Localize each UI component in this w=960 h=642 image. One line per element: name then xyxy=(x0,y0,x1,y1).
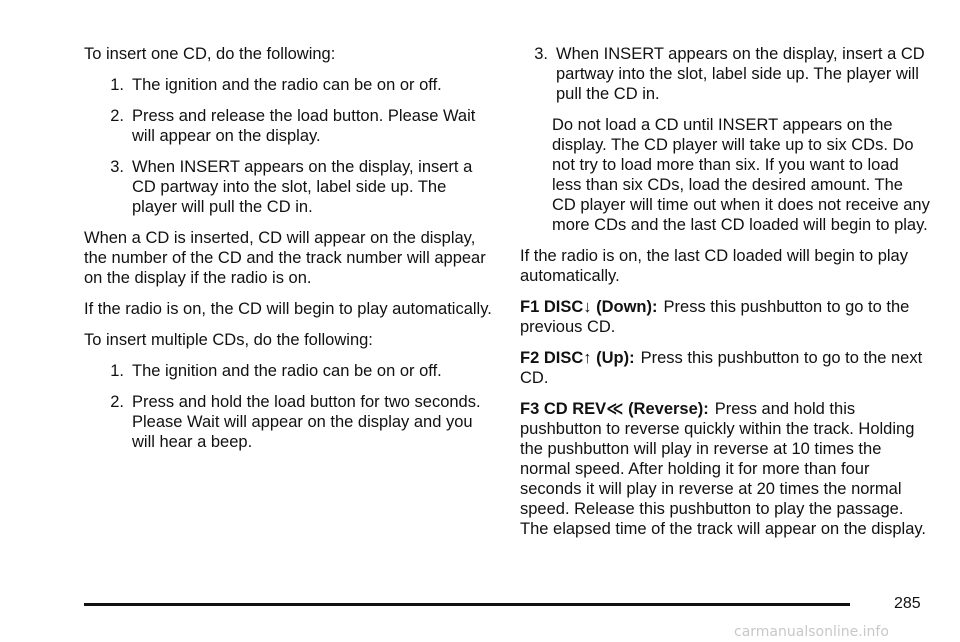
intro-insert-multiple: To insert multiple CDs, do the following: xyxy=(84,331,373,349)
arrow-up-icon: ↑ xyxy=(583,349,592,367)
f3-description: Press and hold this pushbutton to reverse quickly within the track. Holding the pushbutton will play in reverse at 10 times the normal speed. After holding it for more than four seconds it will play in reverse at 20 times the normal speed. Release this pushbutton to play the passage. The elapsed time of the track will appear on the display. xyxy=(520,400,926,538)
watermark-text: carmanualsonline.info xyxy=(734,624,889,640)
page-number: 285 xyxy=(894,595,921,612)
step-number: 2. xyxy=(110,107,124,125)
paragraph-cd-inserted: When a CD is inserted, CD will appear on the display, the number of the CD and the track number will appear on the display if the radio is on. xyxy=(84,229,486,287)
note-paragraph: Do not load a CD until INSERT appears on the display. The CD player will take up to six CDs. Do not try to load more than six. If you want to load less than six CDs, load the desired amount. The CD player will time out when it does not receive any more CDs and the last CD loaded will begin to play. xyxy=(552,116,930,234)
step-number: 1. xyxy=(110,362,124,380)
list-item xyxy=(96,106,494,146)
step-text: The ignition and the radio can be on or off. xyxy=(132,76,442,94)
left-column xyxy=(84,44,494,463)
list-item xyxy=(96,392,494,452)
list-item xyxy=(520,44,930,104)
f1-description: Press this pushbutton to go to the previous CD. xyxy=(520,298,910,336)
f1-disc-down-entry xyxy=(520,297,930,337)
arrow-down-icon: ↓ xyxy=(583,298,592,316)
list-item xyxy=(96,157,494,217)
list-item xyxy=(96,75,494,95)
step-text: Press and release the load button. Please Wait will appear on the display. xyxy=(132,107,476,145)
footer-rule xyxy=(84,603,850,606)
step-number: 3. xyxy=(534,45,548,63)
f2-disc-up-entry xyxy=(520,348,930,388)
f3-label: F3 CD REV≪ (Reverse): xyxy=(520,400,709,418)
intro-insert-one: To insert one CD, do the following: xyxy=(84,45,336,63)
f1-label: F1 DISC↓ (Down): xyxy=(520,298,658,316)
paragraph-last-cd: If the radio is on, the last CD loaded will begin to play automatically. xyxy=(520,247,908,285)
f2-description: Press this pushbutton to go to the next CD. xyxy=(520,349,923,387)
list-item xyxy=(96,361,494,381)
step-text: When INSERT appears on the display, insert a CD partway into the slot, label side up. The player will pull the CD in. xyxy=(556,45,925,103)
paragraph-radio-on: If the radio is on, the CD will begin to play automatically. xyxy=(84,300,492,318)
step-number: 3. xyxy=(110,158,124,176)
step-number: 1. xyxy=(110,76,124,94)
right-column xyxy=(520,44,930,550)
step-text: When INSERT appears on the display, insert a CD partway into the slot, label side up. The player will pull the CD in. xyxy=(132,158,473,216)
rewind-icon: ≪ xyxy=(606,400,624,418)
step-number: 2. xyxy=(110,393,124,411)
f3-cd-rev-entry xyxy=(520,399,930,539)
step-text: Press and hold the load button for two seconds. Please Wait will appear on the display and you will hear a beep. xyxy=(132,393,481,451)
f2-label: F2 DISC↑ (Up): xyxy=(520,349,635,367)
step-text: The ignition and the radio can be on or off. xyxy=(132,362,442,380)
